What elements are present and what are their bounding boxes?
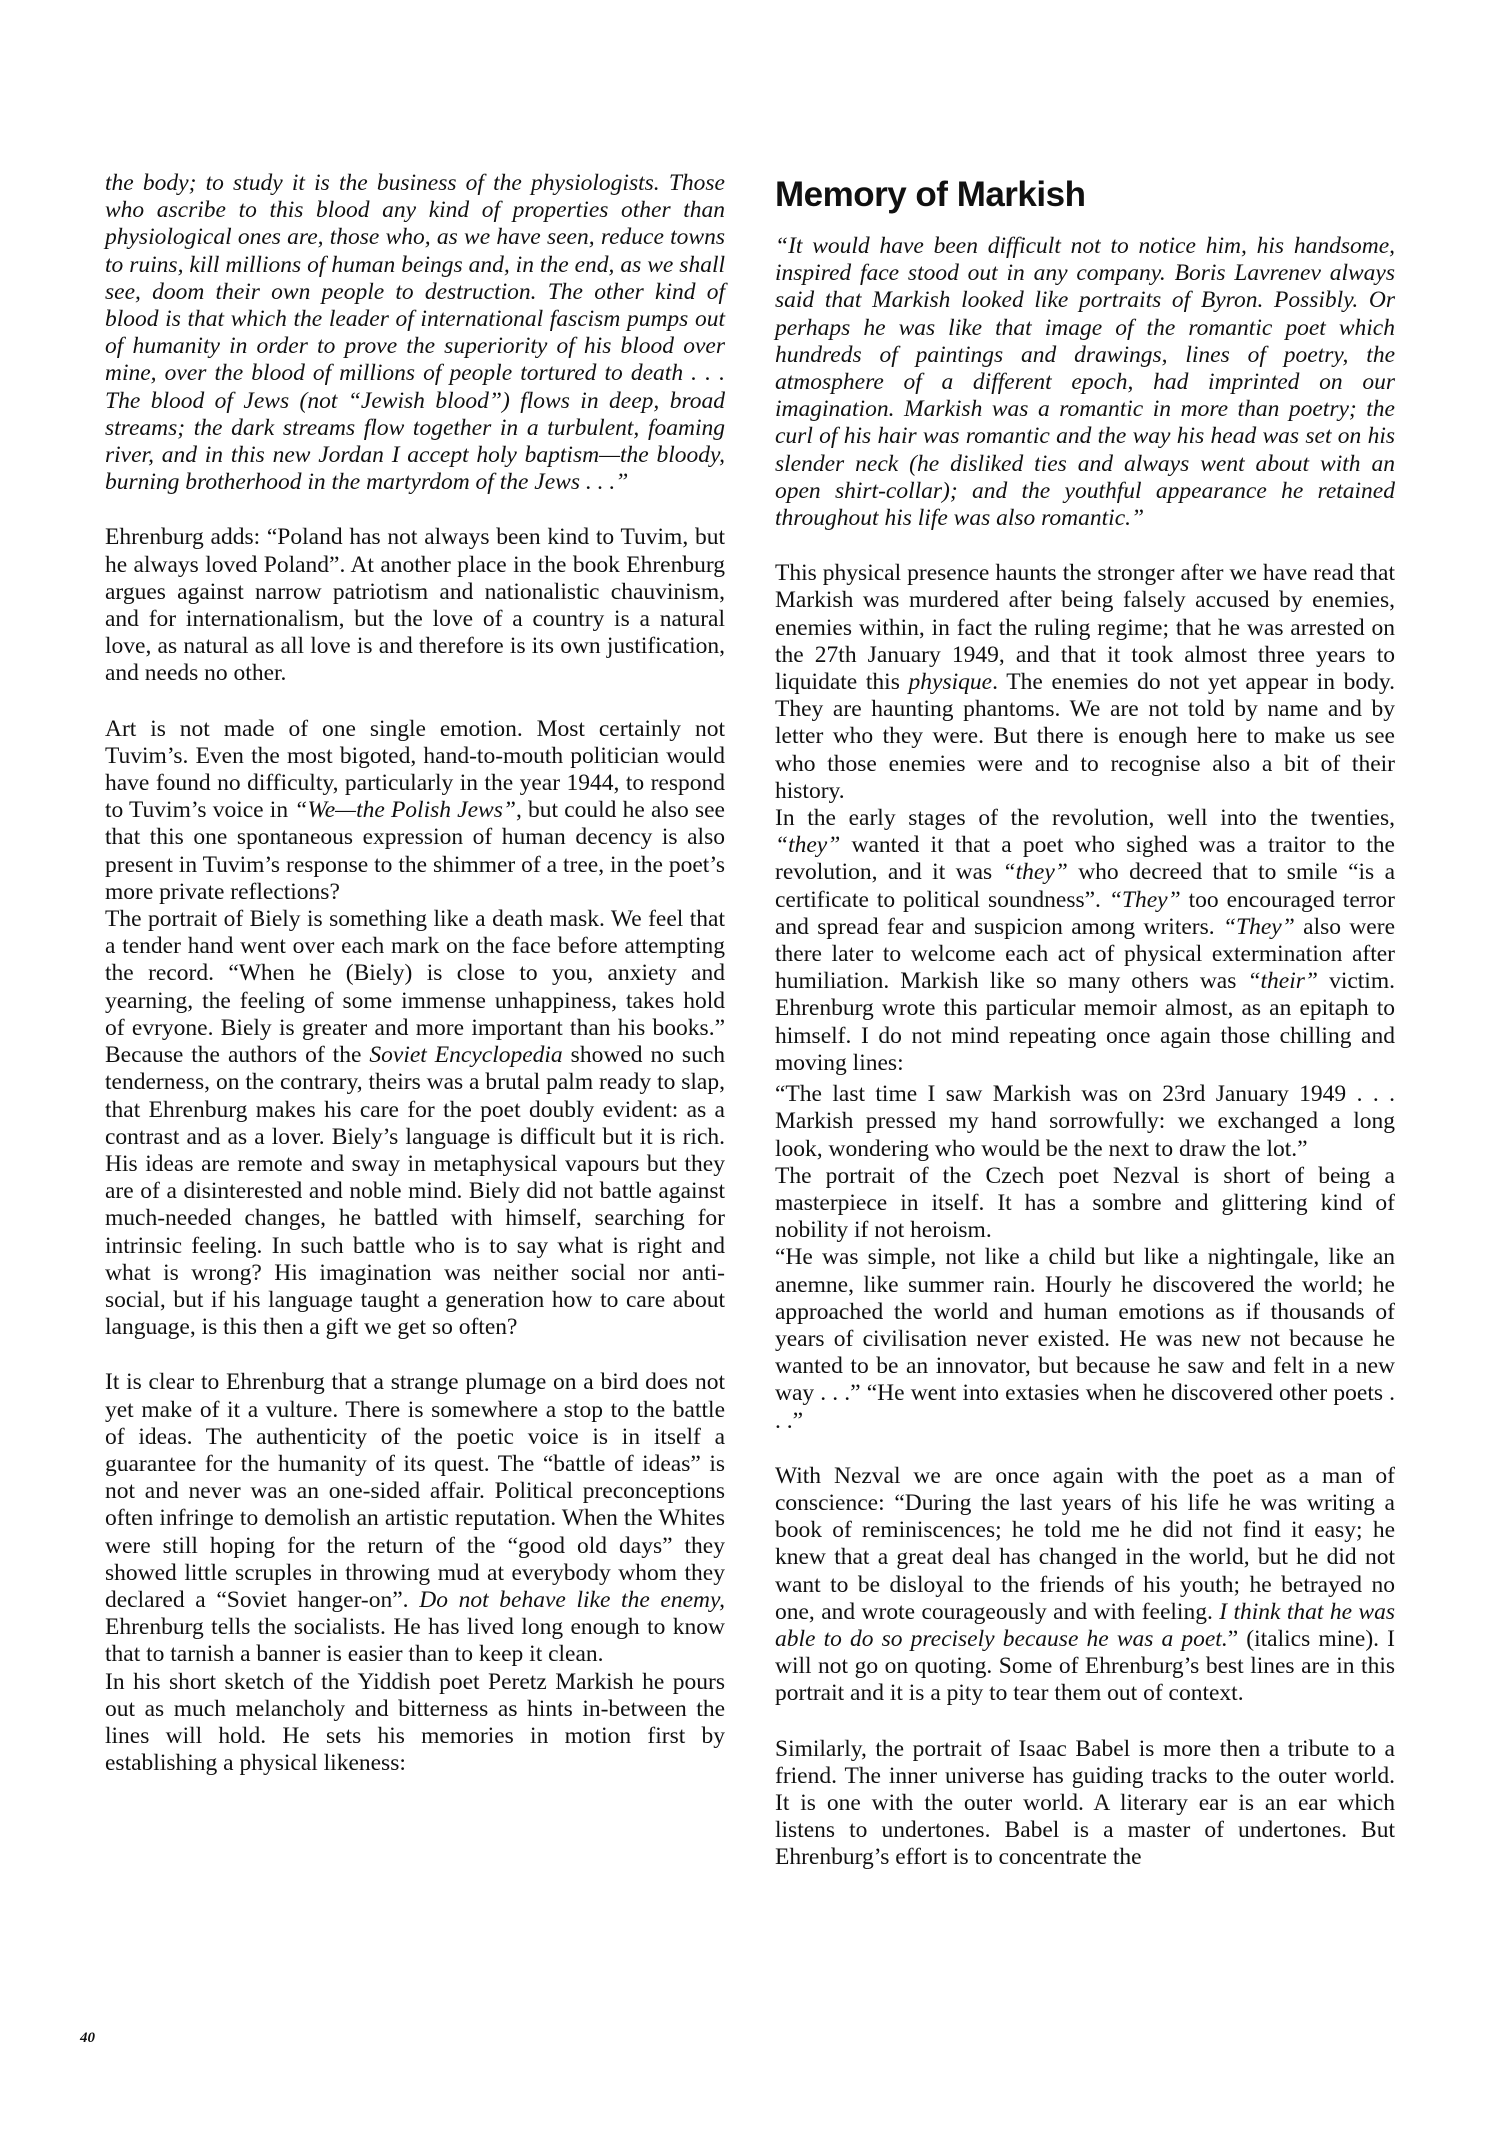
- section-heading: Memory of Markish: [775, 175, 1086, 214]
- page-number: 40: [80, 2030, 95, 2046]
- quote-nezval: “He was simple, not like a child but like a nightingale, like an anemne, like summer rain. Hourly he discovered the world; he approached the world and human emotions as if thousands of years of civilisation never existed. He was new not because he wanted to be an innovator, but because he saw and felt in a new way . . .” “He went into extasies when he discovered other poets . . .”: [775, 1244, 1395, 1434]
- italic-phrase: Do not behave like the enemy,: [419, 1586, 726, 1613]
- italic-title: “We—the Polish Jews”: [294, 797, 516, 824]
- text-run: It is clear to Ehrenburg that a strange plumage on a bird does not yet make of it a vulture. There is somewhere a stop to the battle of ideas. The authenticity of the poetic voice is in itself a guarantee for the humanity of its quest. The “battle of ideas” is not and never was an one-sided affair. Political preconceptions often infringe to demolish an artistic reputation. When the Whites were still hoping for the return of the “good old days” they showed little scruples in throwing mud at everybody whom they declared a “Soviet hanger-on”.: [105, 1369, 725, 1613]
- text-run: The portrait of Biely is something like a death mask. We feel that a tender hand went over each mark on the face before attempting the record. “When he (Biely) is close to you, anxiety and yearning, the feeling of some immense unhappiness, takes hold of evryone. Biely is greater and more important than his books.” Because the authors of the: [105, 906, 725, 1069]
- italic-title: Soviet Encyclopedia: [369, 1042, 563, 1069]
- quoted-passage-blood: the body; to study it is the business of the physiologists. Those who ascribe to this blood any kind of properties other than physiological ones are, those who, as we have seen, reduce towns to ruins, kill millions of human beings and, in the end, as we shall see, doom their own people to destruction. The other kind of blood is that which the leader of international fascism pumps out of humanity in order to prove the superiority of his blood over mine, over the blood of millions of people tortured to death . . . The blood of Jews (not “Jewish blood”) flows in deep, broad streams; the dark streams flow together in a turbulent, foaming river, and in this new Jordan I accept holy baptism—the bloody, burning brotherhood in the martyrdom of the Jews . . .”: [105, 170, 725, 496]
- left-column: [105, 170, 725, 1777]
- text-run: who decreed that to smile “is a certificate to political soundness”.: [775, 859, 1395, 913]
- text-run: With Nezval we are once again with the poet as a man of conscience: “During the last years of his life he was writing a book of reminiscences; he told me he did not find it easy; he knew that a great deal has changed in the world, but he did not want to be disloyal to the friends of his youth; he betrayed no one, and wrote courageously and with feeling.: [775, 1462, 1395, 1625]
- paragraph-poland: Ehrenburg adds: “Poland has not always been kind to Tuvim, but he always loved Poland”. At another place in the book Ehrenburg argues against narrow patriotism and nationalistic chauvinism, and for internationalism, but the love of a country is a natural love, as natural as all love is and therefore is its own justification, and needs no other.: [105, 524, 725, 687]
- italic-word: “They”: [1108, 886, 1181, 913]
- italic-word: physique: [908, 669, 993, 696]
- paragraph-markish-intro: In his short sketch of the Yiddish poet Peretz Markish he pours out as much melancholy and bitterness as hints in-between the lines will hold. He sets his memories in motion first by establishing a physical likeness:: [105, 1668, 725, 1777]
- paragraph-biely: [105, 906, 725, 1341]
- italic-sentence: I think that he was able to do so precisely because he was a poet.: [775, 1598, 1395, 1652]
- paragraph-physical-presence: [775, 560, 1395, 805]
- text-run: ” (italics mine). I will not go on quoting. Some of Ehrenburg’s best lines are in this portrait and it is a pity to tear them out of context.: [775, 1625, 1395, 1707]
- quoted-passage-markish: “It would have been difficult not to notice him, his handsome, inspired face stood out in any company. Boris Lavrenev always said that Markish looked like portraits of Byron. Possibly. Or perhaps he was like that image of the romantic poet which hundreds of paintings and drawings, lines of poetry, the atmosphere of a different epoch, had imprinted on our imagination. Markish was a romantic in more than poetry; the curl of his hair was romantic and the way his head was set on his slender neck (he disliked ties and always went about with an open shirt-collar); and the youthful appearance he retained throughout his life was also romantic.”: [775, 233, 1395, 532]
- paragraph-revolution: [775, 805, 1395, 1077]
- text-run: Ehrenburg tells the socialists. He has lived long enough to know that to tarnish a banner is easier than to keep it clean.: [105, 1614, 725, 1668]
- text-run: also were there later to welcome each act of physical extermination after humiliation. Markish like so many others was: [775, 913, 1395, 995]
- italic-word: “They”: [1222, 913, 1295, 940]
- text-run: This physical presence haunts the stronger after we have read that Markish was murdered after being falsely accused by enemies, enemies within, in fact the ruling regime; that he was arrested on the 27th January 1949, and that it took almost three years to liquidate this: [775, 560, 1395, 696]
- paragraph-nezval: The portrait of the Czech poet Nezval is short of being a masterpiece in itself. It has a sombre and glittering kind of nobility if not heroism.: [775, 1162, 1395, 1244]
- italic-word: “they”: [775, 832, 841, 859]
- paragraph-conscience: [775, 1463, 1395, 1708]
- right-column: [775, 165, 1395, 1872]
- text-run: showed no such tenderness, on the contrary, theirs was a brutal palm ready to slap, that Ehrenburg makes his care for the poet doubly evident: as a contrast and as a lover. Biely’s language is difficult but it is rich. His ideas are remote and sway in metaphysical vapours but they are of a disinterested and noble mind. Biely did not battle against much-needed changes, he battled with himself, searching for intrinsic feeling. In such battle who is to say what is right and what is wrong? His imagination was neither social nor anti-social, but if his language taught a generation how to care about language, is this then a gift we get so often?: [105, 1042, 726, 1341]
- quote-last-time: “The last time I saw Markish was on 23rd January 1949 . . . Markish pressed my hand sorrowfully: we exchanged a long look, wondering who would be the next to draw the lot.”: [775, 1081, 1395, 1162]
- text-run: too encouraged terror and spread fear and suspicion among writers.: [775, 886, 1395, 940]
- paragraph-art-emotion: [105, 716, 725, 906]
- paragraph-plumage: [105, 1369, 725, 1668]
- paragraph-babel: Similarly, the portrait of Isaac Babel is more then a tribute to a friend. The inner universe has guiding tracks to the outer world. It is one with the outer world. A literary ear is an ear which listens to undertones. Babel is a master of undertones. But Ehrenburg’s effort is to concentrate the: [775, 1735, 1395, 1871]
- text-run: In the early stages of the revolution, well into the twenties,: [775, 805, 1395, 832]
- text-run: wanted it that a poet who sighed was a traitor to the revolution, and it was: [775, 832, 1395, 886]
- text-run: Art is not made of one single emotion. Most certainly not Tuvim’s. Even the most bigoted, hand-to-mouth politician would have found no difficulty, particularly in the year 1944, to respond to Tuvim’s voice in: [105, 715, 725, 824]
- text-run: . The enemies do not yet appear in body. They are haunting phantoms. We are not told by name and by letter who they were. But there is enough here to make us see who those enemies were and to recognise also a bit of their history.: [775, 669, 1395, 804]
- text-run: victim. Ehrenburg wrote this particular memoir almost, as an epitaph to himself. I do not mind repeating once again those chilling and moving lines:: [775, 968, 1395, 1076]
- italic-word: “their”: [1247, 968, 1318, 995]
- text-run: , but could he also see that this one spontaneous expression of human decency is also present in Tuvim’s response to the shimmer of a tree, in the poet’s more private reflections?: [105, 797, 725, 905]
- italic-word: “they”: [1002, 859, 1068, 886]
